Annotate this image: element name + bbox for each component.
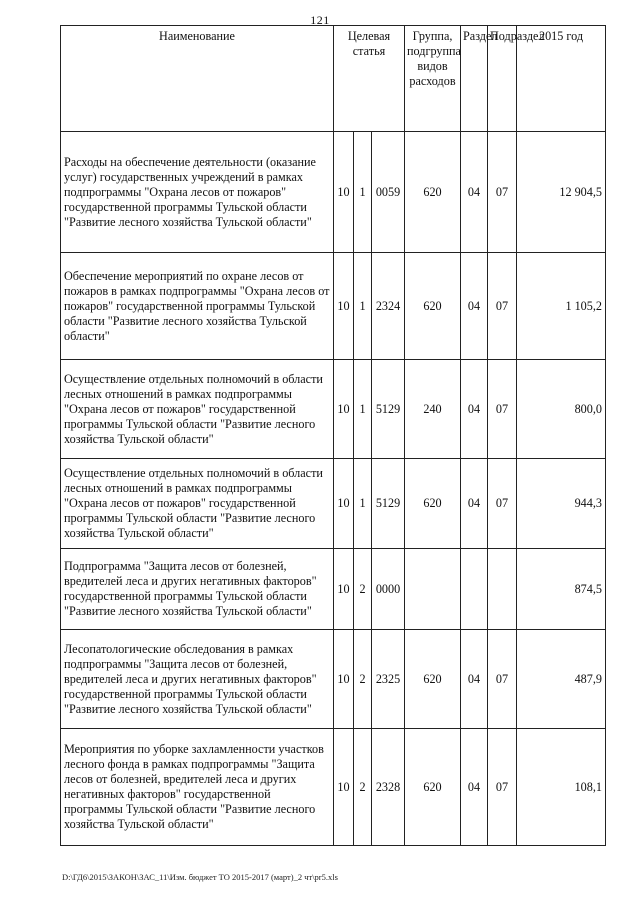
section-code: 04 [461, 360, 488, 459]
section-code: 04 [461, 729, 488, 846]
header-target-article: Целевая статья [334, 26, 405, 132]
header-section: Раздел [461, 26, 488, 132]
table-header-row [61, 26, 606, 132]
table-row [61, 360, 606, 459]
table-row [61, 729, 606, 846]
row-name: Мероприятия по уборке захламленности участков лесного фонда в рамках подпрограммы "Защита лесов от болезней, вредителей леса и других негативных факторов" государственной программы Тульской области "Развитие лесного хозяйства Тульской области" [61, 729, 334, 846]
header-name: Наименование [61, 26, 334, 132]
amount-2015: 487,9 [517, 630, 606, 729]
target-code-item: 2325 [372, 630, 405, 729]
amount-2015: 944,3 [517, 459, 606, 549]
target-code-item: 0059 [372, 132, 405, 253]
table-row [61, 253, 606, 360]
amount-2015: 800,0 [517, 360, 606, 459]
header-expense-group: Группа, подгруппа видов расходов [405, 26, 461, 132]
subsection-code: 07 [488, 253, 517, 360]
target-code-program: 10 [334, 459, 354, 549]
row-name: Расходы на обеспечение деятельности (оказание услуг) государственных учреждений в рамках подпрограммы "Охрана лесов от пожаров" государственной программы Тульской области "Развитие лесного хозяйства Тульской области" [61, 132, 334, 253]
table-row [61, 459, 606, 549]
amount-2015: 12 904,5 [517, 132, 606, 253]
target-code-program: 10 [334, 132, 354, 253]
expense-group: 620 [405, 729, 461, 846]
target-code-subprogram: 2 [354, 729, 372, 846]
target-code-subprogram: 1 [354, 459, 372, 549]
target-code-program: 10 [334, 360, 354, 459]
row-name: Обеспечение мероприятий по охране лесов от пожаров в рамках подпрограммы "Охрана лесов от пожаров" государственной программы Тульской области "Развитие лесного хозяйства Тульской области" [61, 253, 334, 360]
section-code: 04 [461, 253, 488, 360]
subsection-code: 07 [488, 360, 517, 459]
amount-2015: 874,5 [517, 549, 606, 630]
row-name: Подпрограмма "Защита лесов от болезней, вредителей леса и других негативных факторов" государственной программы Тульской области "Развитие лесного хозяйства Тульской области" [61, 549, 334, 630]
row-name: Осуществление отдельных полномочий в области лесных отношений в рамках подпрограммы "Охрана лесов от пожаров" государственной программы Тульской области "Развитие лесного хозяйства Тульской области" [61, 459, 334, 549]
row-name: Лесопатологические обследования в рамках подпрограммы "Защита лесов от болезней, вредителей леса и других негативных факторов" государственной программы Тульской области "Развитие лесного хозяйства Тульской области" [61, 630, 334, 729]
expense-group: 240 [405, 360, 461, 459]
target-code-item: 5129 [372, 360, 405, 459]
expense-group: 620 [405, 459, 461, 549]
header-year-2015: 2015 год [517, 26, 606, 132]
expense-group: 620 [405, 253, 461, 360]
target-code-subprogram: 1 [354, 253, 372, 360]
target-code-item: 2324 [372, 253, 405, 360]
table-row [61, 549, 606, 630]
amount-2015: 108,1 [517, 729, 606, 846]
section-code: 04 [461, 459, 488, 549]
section-code: 04 [461, 132, 488, 253]
target-code-subprogram: 1 [354, 360, 372, 459]
header-subsection: Подраздел [488, 26, 517, 132]
expense-group: 620 [405, 630, 461, 729]
budget-table [60, 25, 606, 846]
subsection-code: 07 [488, 729, 517, 846]
section-code [461, 549, 488, 630]
target-code-program: 10 [334, 729, 354, 846]
target-code-subprogram: 1 [354, 132, 372, 253]
table-row [61, 132, 606, 253]
target-code-program: 10 [334, 253, 354, 360]
target-code-item: 5129 [372, 459, 405, 549]
subsection-code: 07 [488, 630, 517, 729]
target-code-item: 2328 [372, 729, 405, 846]
target-code-subprogram: 2 [354, 630, 372, 729]
amount-2015: 1 105,2 [517, 253, 606, 360]
table-row [61, 630, 606, 729]
page-number: 121 [310, 13, 330, 27]
target-code-program: 10 [334, 630, 354, 729]
target-code-program: 10 [334, 549, 354, 630]
target-code-subprogram: 2 [354, 549, 372, 630]
subsection-code: 07 [488, 132, 517, 253]
row-name: Осуществление отдельных полномочий в области лесных отношений в рамках подпрограммы "Охрана лесов от пожаров" государственной программы Тульской области "Развитие лесного хозяйства Тульской области" [61, 360, 334, 459]
file-path-footer: D:\ГД6\2015\ЗАКОН\ЗАС_11\Изм. бюджет ТО 2015-2017 (март)_2 чт\pr5.xls [62, 872, 338, 882]
expense-group [405, 549, 461, 630]
expense-group: 620 [405, 132, 461, 253]
section-code: 04 [461, 630, 488, 729]
target-code-item: 0000 [372, 549, 405, 630]
subsection-code: 07 [488, 459, 517, 549]
subsection-code [488, 549, 517, 630]
